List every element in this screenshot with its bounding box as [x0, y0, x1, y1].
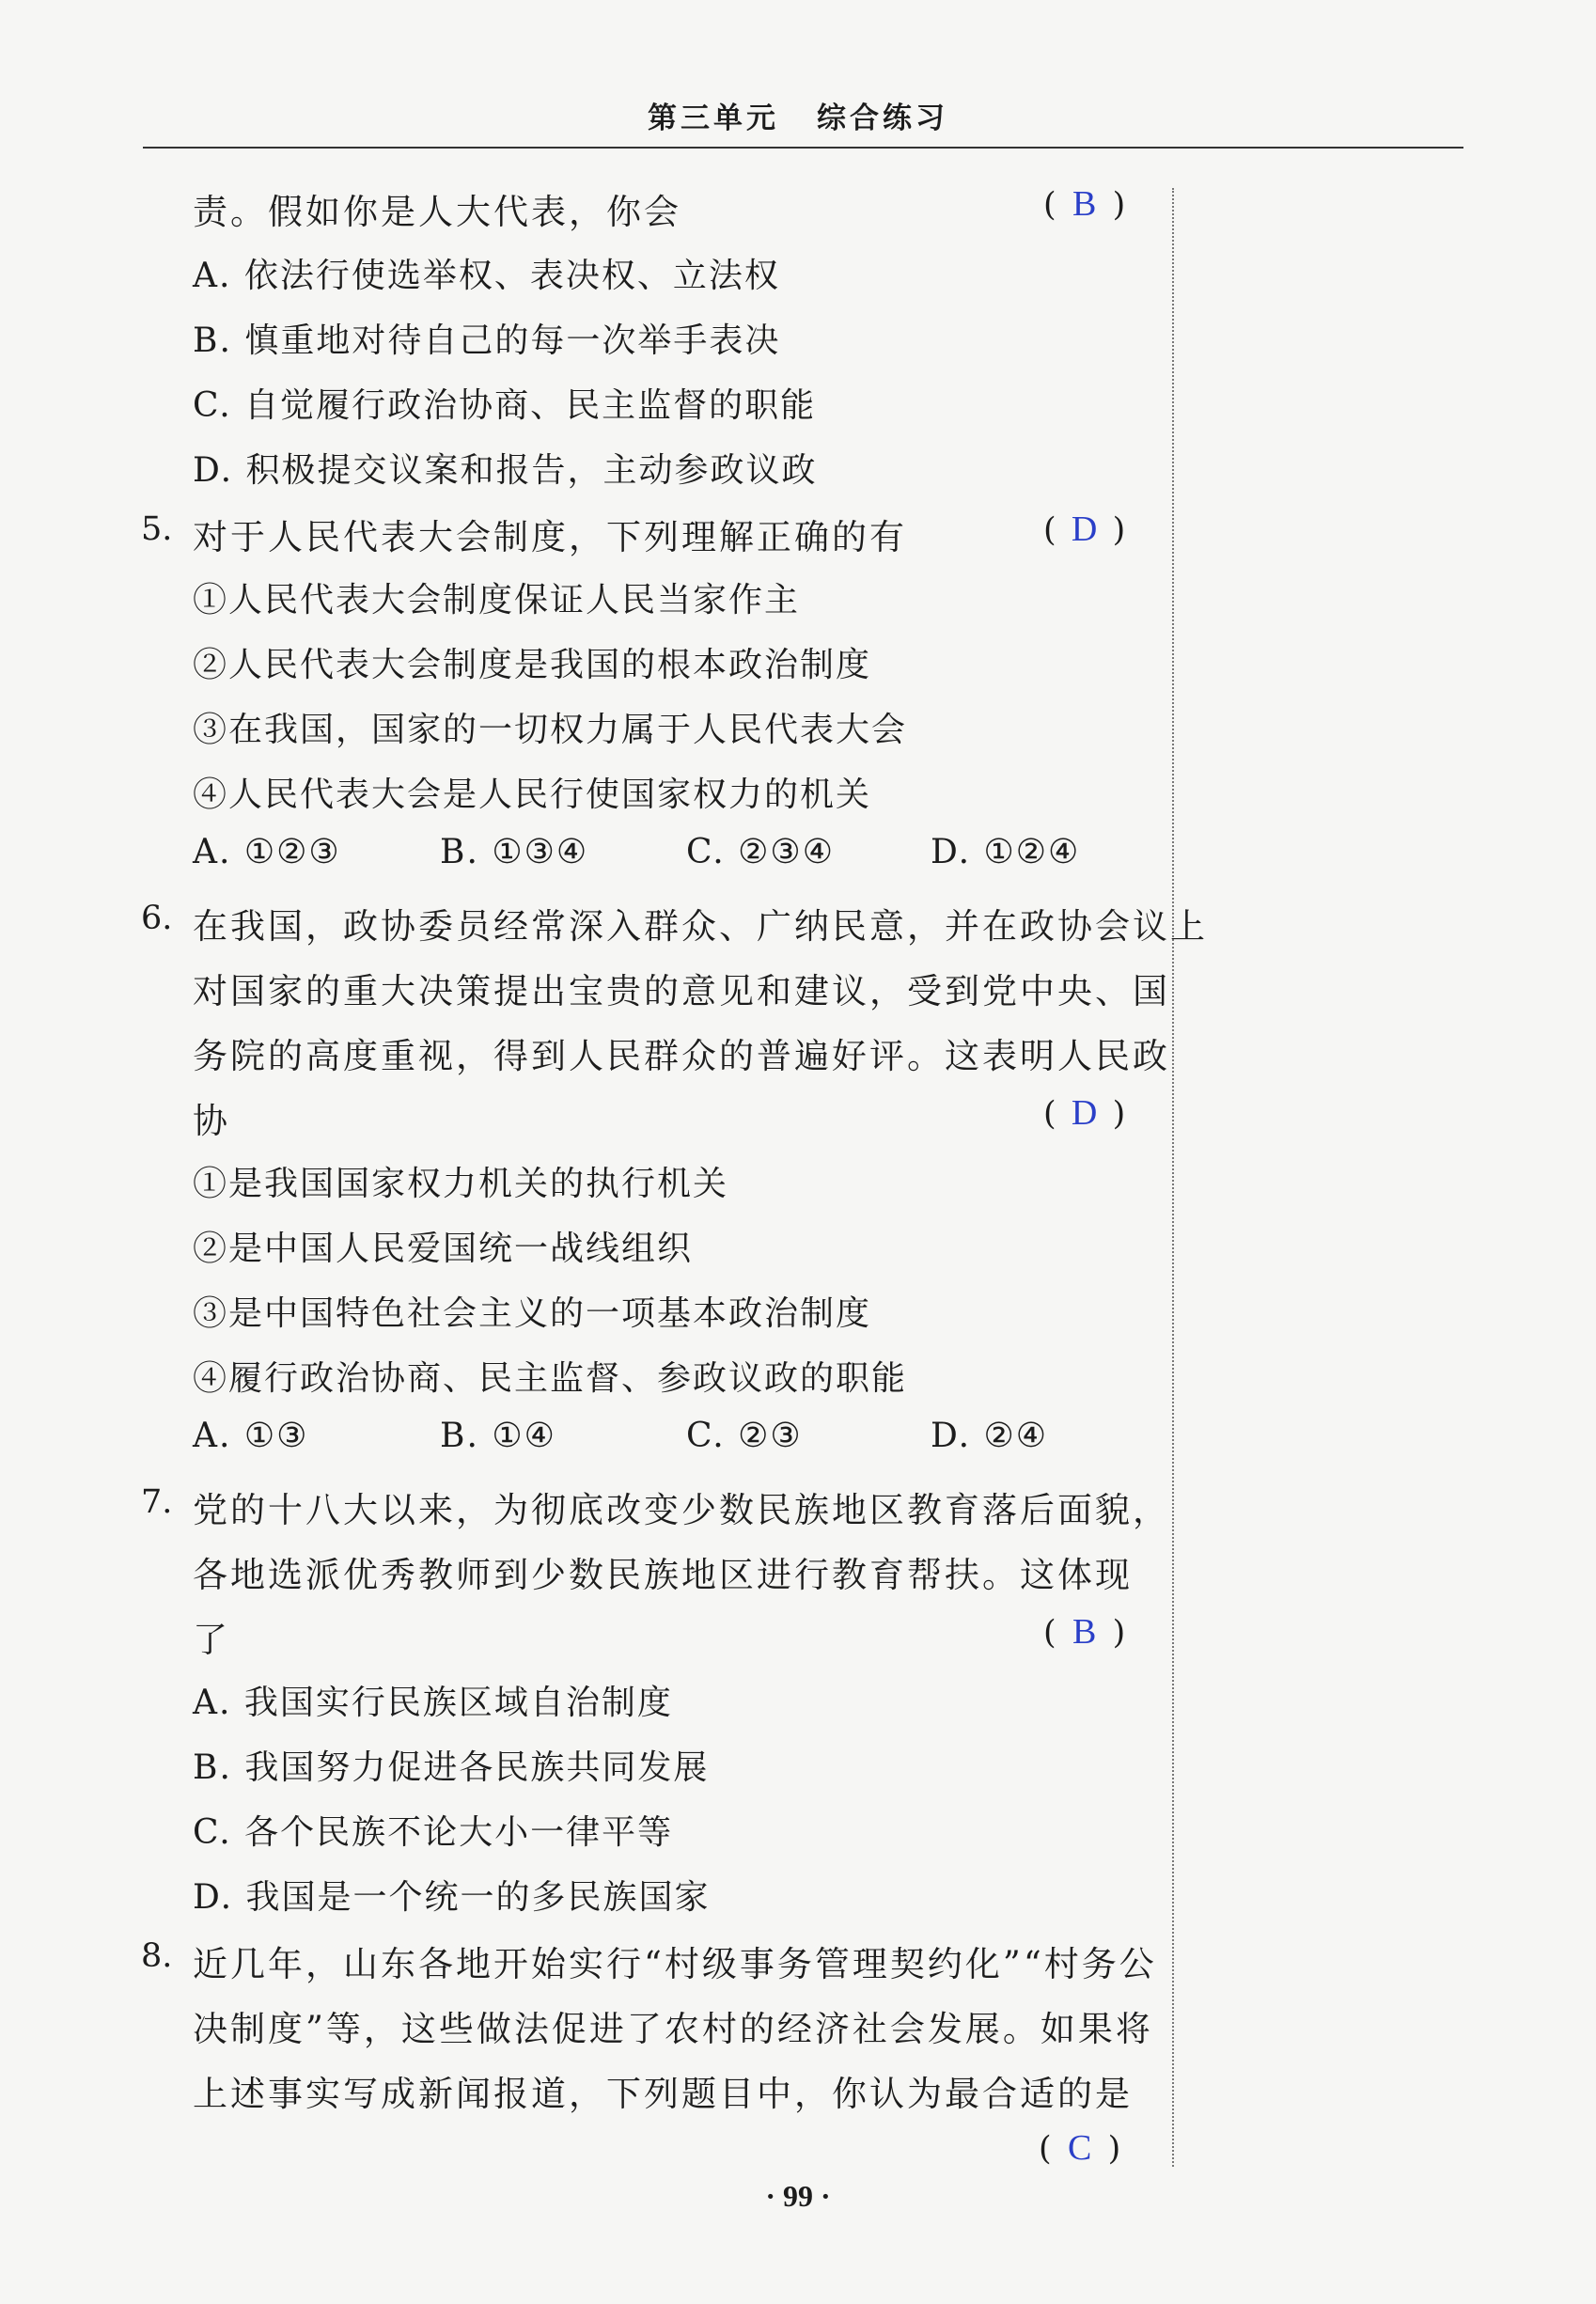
- q6-stem-line-3: 务院的高度重视，得到人民群众的普遍好评。这表明人民政: [193, 1036, 1170, 1076]
- q6-statement-1: ①是我国国家权力机关的执行机关: [193, 1165, 729, 1203]
- q6-statement-2: ②是中国人民爱国统一战线组织: [193, 1230, 694, 1268]
- q6-stem-line-1: 在我国，政协委员经常深入群众、广纳民意，并在政协会议上: [193, 906, 1208, 947]
- q5-stem: 对于人民代表大会制度，下列理解正确的有: [193, 517, 907, 557]
- q4-answer: ( B ): [1043, 184, 1126, 224]
- page-header: [0, 94, 1596, 136]
- q8-stem-line-2: 决制度”等，这些做法促进了农村的经济社会发展。如果将: [193, 2009, 1153, 2049]
- q6-choice-b: B. ①④: [440, 1417, 556, 1455]
- q6-statement-4: ④履行政治协商、民主监督、参政议政的职能: [193, 1359, 908, 1398]
- q6-answer-letter: D: [1071, 1093, 1098, 1133]
- page-footer: [0, 2179, 1596, 2214]
- unit-title: 第三单元: [648, 102, 779, 135]
- page-number: 99: [783, 2179, 813, 2213]
- q5-choice-d: D. ①②④: [931, 833, 1081, 871]
- q8-answer: ( C ): [1039, 2128, 1121, 2168]
- q8-stem-line-1: 近几年，山东各地开始实行“村级事务管理契约化”“村务公: [193, 1944, 1157, 1984]
- footer-dot-left: ·: [765, 2179, 775, 2213]
- q6-stem-line-4: 协: [193, 1101, 230, 1141]
- margin-divider: [1172, 188, 1174, 2167]
- q8-number: 8.: [141, 1937, 173, 1975]
- q4-option-a: A. 依法行使选举权、表决权、立法权: [193, 257, 780, 295]
- q7-stem-line-2: 各地选派优秀教师到少数民族地区进行教育帮扶。这体现: [193, 1555, 1133, 1595]
- q7-option-d: D. 我国是一个统一的多民族国家: [193, 1878, 711, 1917]
- q7-option-a: A. 我国实行民族区域自治制度: [193, 1684, 673, 1722]
- q6-choice-d: D. ②④: [931, 1417, 1049, 1455]
- q6-statement-3: ③是中国特色社会主义的一项基本政治制度: [193, 1294, 872, 1333]
- q6-number: 6.: [141, 900, 173, 937]
- q5-choice-c: C. ②③④: [686, 833, 835, 871]
- q5-number: 5.: [141, 510, 173, 548]
- q5-answer: ( D ): [1043, 509, 1126, 549]
- q5-choice-a: A. ①②③: [193, 833, 341, 871]
- q5-statement-1: ①人民代表大会制度保证人民当家作主: [193, 581, 801, 619]
- q5-choice-b: B. ①③④: [440, 833, 589, 871]
- q7-number: 7.: [141, 1483, 173, 1521]
- q4-option-d: D. 积极提交议案和报告，主动参政议政: [193, 451, 818, 490]
- section-title: 综合练习: [817, 102, 948, 135]
- q4-option-c: C. 自觉履行政治协商、民主监督的职能: [193, 386, 817, 425]
- q7-answer: ( B ): [1043, 1612, 1126, 1652]
- q7-answer-letter: B: [1072, 1612, 1097, 1652]
- footer-dot-right: ·: [821, 2179, 831, 2213]
- q6-choice-a: A. ①③: [193, 1417, 309, 1455]
- q7-option-c: C. 各个民族不论大小一律平等: [193, 1813, 674, 1852]
- q6-answer: ( D ): [1043, 1093, 1126, 1133]
- q4-answer-letter: B: [1072, 184, 1097, 224]
- q4-stem-continuation: 责。假如你是人大代表，你会: [193, 192, 681, 232]
- q5-statement-4: ④人民代表大会是人民行使国家权力的机关: [193, 776, 872, 814]
- header-divider: [143, 147, 1463, 149]
- q5-statement-2: ②人民代表大会制度是我国的根本政治制度: [193, 646, 872, 684]
- q5-statement-3: ③在我国，国家的一切权力属于人民代表大会: [193, 711, 908, 749]
- q6-stem-line-2: 对国家的重大决策提出宝贵的意见和建议，受到党中央、国: [193, 971, 1170, 1011]
- q8-answer-letter: C: [1067, 2128, 1092, 2168]
- q7-option-b: B. 我国努力促进各民族共同发展: [193, 1748, 710, 1787]
- q8-stem-line-3: 上述事实写成新闻报道，下列题目中，你认为最合适的是: [193, 2074, 1133, 2114]
- q6-choice-c: C. ②③: [686, 1417, 803, 1455]
- q7-stem-line-3: 了: [193, 1620, 230, 1660]
- q5-answer-letter: D: [1071, 509, 1098, 549]
- q7-stem-line-1: 党的十八大以来，为彻底改变少数民族地区教育落后面貌，: [193, 1490, 1170, 1530]
- q4-option-b: B. 慎重地对待自己的每一次举手表决: [193, 321, 781, 360]
